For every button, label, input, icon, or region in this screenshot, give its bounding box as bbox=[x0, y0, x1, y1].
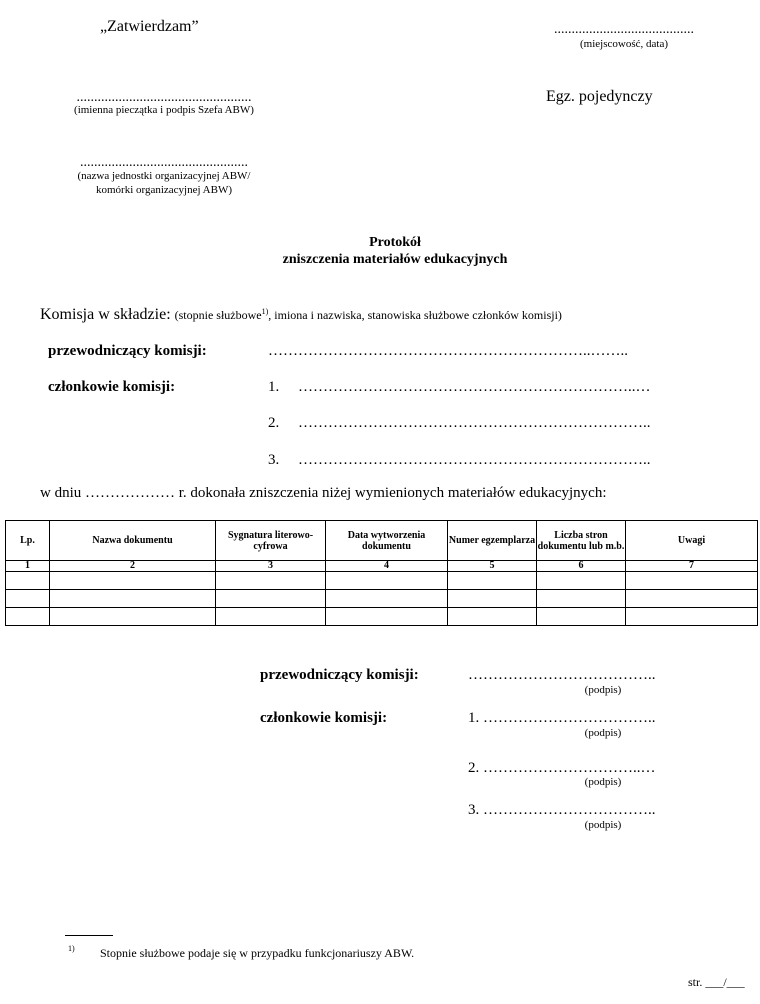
table-cell[interactable] bbox=[448, 608, 537, 626]
sign-member-2-caption: (podpis) bbox=[584, 776, 622, 788]
sign-member-2: 2. …………………………..… bbox=[468, 760, 656, 776]
document-title: Protokół bbox=[369, 235, 421, 250]
footnote-ref: 1) bbox=[261, 307, 269, 316]
table-cell[interactable] bbox=[50, 572, 216, 590]
table-cell[interactable] bbox=[537, 590, 626, 608]
chair-name-dots: ………………………………………………………..…….. bbox=[268, 343, 628, 359]
footnote-mark: 1) bbox=[68, 944, 75, 953]
sign-member-1: 1. …………………………….. bbox=[468, 710, 656, 726]
stamp-signature-caption: (imienna pieczątka i podpis Szefa ABW) bbox=[74, 104, 254, 116]
table-column-number-row bbox=[6, 561, 758, 572]
table-cell[interactable] bbox=[537, 608, 626, 626]
table-cell[interactable] bbox=[6, 572, 50, 590]
unit-name-caption-line1: (nazwa jednostki organizacyjnej ABW/ bbox=[77, 170, 251, 182]
table-cell[interactable] bbox=[626, 608, 758, 626]
sign-chair-dots: ……………………………….. bbox=[468, 667, 656, 683]
table-cell[interactable] bbox=[448, 590, 537, 608]
stamp-signature-dots: .................................................. bbox=[76, 90, 252, 105]
copy-label: Egz. pojedynczy bbox=[546, 88, 653, 105]
member-3-dots: …………………………………………………………….. bbox=[298, 452, 651, 468]
table-cell[interactable] bbox=[326, 608, 448, 626]
place-date-caption: (miejscowość, data) bbox=[580, 38, 668, 50]
document-subtitle: zniszczenia materiałów edukacyjnych bbox=[282, 252, 508, 267]
footnote-divider bbox=[65, 935, 113, 936]
footnote-text: Stopnie służbowe podaje się w przypadku funkcjonariuszy ABW. bbox=[100, 946, 415, 960]
page-number: str. ___/___ bbox=[688, 975, 745, 989]
col-header-lp: Lp. bbox=[6, 521, 50, 561]
table-row bbox=[6, 608, 758, 626]
member-2-number: 2. bbox=[268, 415, 280, 431]
member-1-dots: …………………………………………………………..… bbox=[298, 379, 651, 395]
table-cell[interactable] bbox=[216, 590, 326, 608]
col-header-document-name: Nazwa dokumentu bbox=[50, 521, 216, 561]
col-number: 1 bbox=[6, 561, 50, 572]
place-date-dots: ........................................ bbox=[554, 22, 694, 37]
table-cell[interactable] bbox=[6, 590, 50, 608]
sign-member-3: 3. …………………………….. bbox=[468, 802, 656, 818]
col-number: 7 bbox=[626, 561, 758, 572]
member-2-dots: …………………………………………………………….. bbox=[298, 415, 651, 431]
member-3-number: 3. bbox=[268, 452, 280, 468]
chair-label: przewodniczący komisji: bbox=[48, 343, 207, 359]
table-cell[interactable] bbox=[6, 608, 50, 626]
col-header-signature: Sygnatura literowo-cyfrowa bbox=[216, 521, 326, 561]
unit-name-caption-line2: komórki organizacyjnej ABW) bbox=[95, 184, 233, 196]
col-header-page-count: Liczba stron dokumentu lub m.b. bbox=[537, 521, 626, 561]
col-number: 4 bbox=[326, 561, 448, 572]
sign-member-3-caption: (podpis) bbox=[584, 819, 622, 831]
table-row bbox=[6, 590, 758, 608]
table-row bbox=[6, 572, 758, 590]
col-number: 3 bbox=[216, 561, 326, 572]
table-cell[interactable] bbox=[216, 572, 326, 590]
col-header-creation-date: Data wytworzenia dokumentu bbox=[326, 521, 448, 561]
members-label: członkowie komisji: bbox=[48, 379, 176, 395]
table-cell[interactable] bbox=[537, 572, 626, 590]
committee-intro-note: (stopnie służbowe$^{1)}$, imiona i nazwiska, stanowiska służbowe członków komisji) bbox=[174, 307, 562, 322]
table-cell[interactable] bbox=[50, 590, 216, 608]
sign-members-label: członkowie komisji: bbox=[260, 710, 388, 726]
sign-chair-label: przewodniczący komisji: bbox=[260, 667, 419, 683]
table-cell[interactable] bbox=[326, 572, 448, 590]
table-cell[interactable] bbox=[216, 608, 326, 626]
col-header-notes: Uwagi bbox=[626, 521, 758, 561]
table-cell[interactable] bbox=[326, 590, 448, 608]
table-header-row bbox=[6, 521, 758, 561]
sign-member-1-caption: (podpis) bbox=[584, 727, 622, 739]
committee-intro-label: Komisja w składzie: bbox=[40, 306, 171, 323]
member-1-number: 1. bbox=[268, 379, 280, 395]
col-number: 5 bbox=[448, 561, 537, 572]
approval-heading: „Zatwierdzam” bbox=[100, 18, 199, 35]
col-header-copy-number: Numer egzemplarza bbox=[448, 521, 537, 561]
committee-intro bbox=[40, 306, 562, 324]
table-cell[interactable] bbox=[626, 572, 758, 590]
table-cell[interactable] bbox=[626, 590, 758, 608]
destruction-date-line: w dniu ……………… r. dokonała zniszczenia niżej wymienionych materiałów edukacyjnych: bbox=[40, 485, 607, 501]
col-number: 6 bbox=[537, 561, 626, 572]
sign-chair-caption: (podpis) bbox=[584, 684, 622, 696]
unit-name-dots: ................................................ bbox=[80, 155, 248, 170]
table-cell[interactable] bbox=[50, 608, 216, 626]
materials-table bbox=[5, 520, 758, 626]
table-cell[interactable] bbox=[448, 572, 537, 590]
col-number: 2 bbox=[50, 561, 216, 572]
